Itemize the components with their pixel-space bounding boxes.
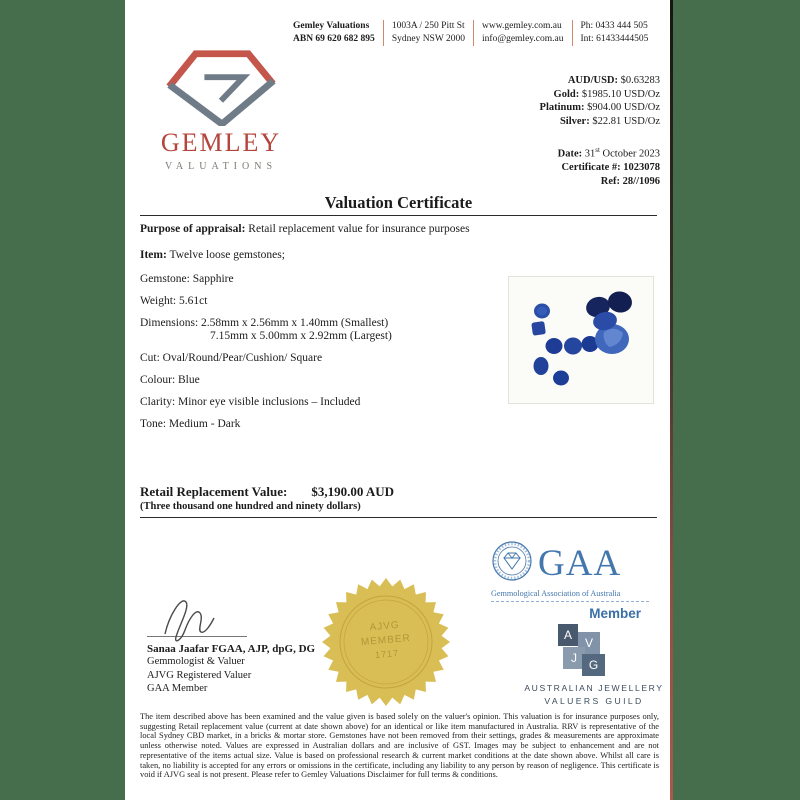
detail-dimensions-largest: 7.15mm x 5.00mm x 2.92mm (Largest): [210, 330, 392, 342]
gaa-emblem-icon: [491, 540, 533, 587]
phone: Ph: 0433 444 505: [580, 21, 648, 31]
company-name: Gemley Valuations: [293, 21, 370, 31]
rate-label: Gold:: [553, 88, 580, 100]
meta-date: [558, 144, 660, 161]
header-web-column: [473, 20, 571, 46]
gaa-full-name: Gemmological Association of Australia: [491, 589, 621, 598]
item-details-list: [140, 273, 392, 440]
seal-text-line1: AJVG: [369, 619, 401, 634]
detail-cut: Cut: Oval/Round/Pear/Cushion/ Square: [140, 352, 323, 364]
address-line2: Sydney NSW 2000: [391, 34, 466, 44]
ajvg-square-v: V: [578, 632, 600, 654]
seal-text-line2: MEMBER: [360, 632, 412, 649]
detail-weight: Weight: 5.61ct: [140, 295, 208, 307]
rate-gold: [540, 88, 660, 102]
detail-tone: Tone: Medium - Dark: [140, 418, 241, 430]
item-text: Twelve loose gemstones;: [169, 249, 285, 261]
header-company-column: [293, 20, 383, 46]
gemstones-photo: [508, 276, 654, 404]
website: www.gemley.com.au: [482, 21, 562, 31]
gaa-acronym: GAA: [538, 542, 622, 584]
market-rates-block: [540, 74, 660, 128]
company-abn: ABN 69 620 682 895: [293, 34, 375, 44]
item-label: Item:: [140, 249, 167, 261]
header-phone-column: [572, 20, 657, 46]
ajvg-square-a: A: [558, 624, 578, 646]
gaa-membership-block: [491, 540, 649, 621]
date-label: Date:: [557, 148, 583, 160]
seal-text-line3: 1717: [374, 647, 400, 660]
valuer-role-3: GAA Member: [147, 683, 208, 694]
address-line1: 1003A / 250 Pitt St: [391, 21, 465, 31]
gold-seal: [321, 577, 451, 707]
certificate-label: Certificate #:: [561, 162, 621, 173]
ajvg-guild-line2: VALUERS GUILD: [544, 696, 644, 706]
paper-edge-shadow: [670, 0, 673, 800]
meta-ref: [558, 175, 660, 189]
valuer-signature-block: [147, 594, 315, 696]
certificate-value: 1023078: [623, 162, 660, 173]
ajvg-guild-name: [515, 683, 673, 706]
detail-clarity: Clarity: Minor eye visible inclusions – Included: [140, 396, 361, 408]
meta-certificate-number: [558, 161, 660, 175]
purpose-text: Retail replacement value for insurance purposes: [248, 223, 470, 235]
gaa-member-label: Member: [589, 606, 641, 621]
item-line: [140, 249, 285, 261]
valuer-role-2: AJVG Registered Valuer: [147, 669, 252, 681]
rate-aud-usd: [540, 74, 660, 88]
rate-silver: [540, 115, 660, 129]
retail-replacement-value-section: [140, 484, 657, 518]
purpose-label: Purpose of appraisal:: [140, 223, 246, 235]
detail-colour: Colour: Blue: [140, 374, 200, 386]
ajvg-logo: [558, 624, 606, 678]
rate-label: Platinum:: [539, 102, 585, 113]
gaa-divider: [491, 601, 649, 602]
detail-gemstone: Gemstone: Sapphire: [140, 273, 234, 285]
rrv-line: [140, 484, 657, 500]
valuer-name: Sanaa Jaafar FGAA, AJP, dpG, DG: [147, 643, 316, 655]
date-ordinal: st: [595, 146, 600, 154]
rate-value: $1985.10 USD/Oz: [581, 88, 660, 100]
phone-intl: Int: 61433444505: [580, 34, 649, 44]
ref-value: 28//1096: [622, 175, 660, 187]
date-day: 31: [584, 148, 596, 160]
rate-platinum: [540, 101, 660, 115]
header-address-column: [383, 20, 473, 46]
ajvg-guild-line1: AUSTRALIAN JEWELLERY: [524, 683, 664, 693]
rrv-amount-in-words: (Three thousand one hundred and ninety dollars): [140, 501, 361, 512]
rate-label: Silver:: [559, 115, 590, 127]
rrv-value: $3,190.00 AUD: [311, 484, 395, 499]
certificate-paper: [125, 0, 672, 800]
ajvg-square-j: J: [563, 647, 585, 669]
valuer-role-1: Gemmologist & Valuer: [147, 656, 245, 667]
ref-label: Ref:: [600, 175, 621, 187]
logo-wordmark: GEMLEY: [160, 128, 282, 157]
rrv-label: Retail Replacement Value:: [140, 484, 288, 499]
header-contact-strip: [293, 20, 656, 46]
rate-value: $22.81 USD/Oz: [592, 115, 660, 127]
email: info@gemley.com.au: [482, 34, 564, 44]
rate-value: $0.63283: [620, 75, 660, 86]
ajvg-square-g: G: [582, 654, 605, 676]
date-rest: October 2023: [602, 148, 660, 160]
rate-value: $904.00 USD/Oz: [587, 102, 660, 113]
detail-dimensions-smallest: Dimensions: 2.58mm x 2.56mm x 1.40mm (Smallest): [140, 317, 389, 329]
disclaimer-text: The item described above has been examined and the value given is based solely on the valuer's opinion. This valuation is for insurance purposes only, suggesting Retail replacement value (current at date shown above) for an identical or like item manufactured in Australia. RRV is representative of the local Sydney CBD market, in a bricks & mortar store. Gemstones have not been removed from their settings, grades & measurements are approximate unless otherwise noted. Values are expressed in Australian dollars and are inclusive of GST. Images may be subject to enhancement and are not representative of the items actual size. Value is based on professional research & current market conditions at the date shown above. Whilst all care is taken, no liability is accepted for any errors or omissions in the certificate, including any liability to any person by reason of negligence. This certificate is void if AJVG seal is not present. Please refer to Gemley Valuations Disclaimer for full terms & conditions.: [140, 712, 659, 780]
rate-label: AUD/USD:: [567, 75, 618, 86]
signature-line: [147, 636, 247, 637]
purpose-line: [140, 223, 470, 235]
certificate-meta-block: [558, 144, 660, 188]
diamond-logo-icon: [151, 44, 291, 126]
logo-tagline: VALUATIONS: [164, 161, 278, 172]
page-title: Valuation Certificate: [140, 193, 657, 216]
gaa-logo-row: [491, 540, 649, 587]
gemley-logo: [151, 44, 291, 172]
